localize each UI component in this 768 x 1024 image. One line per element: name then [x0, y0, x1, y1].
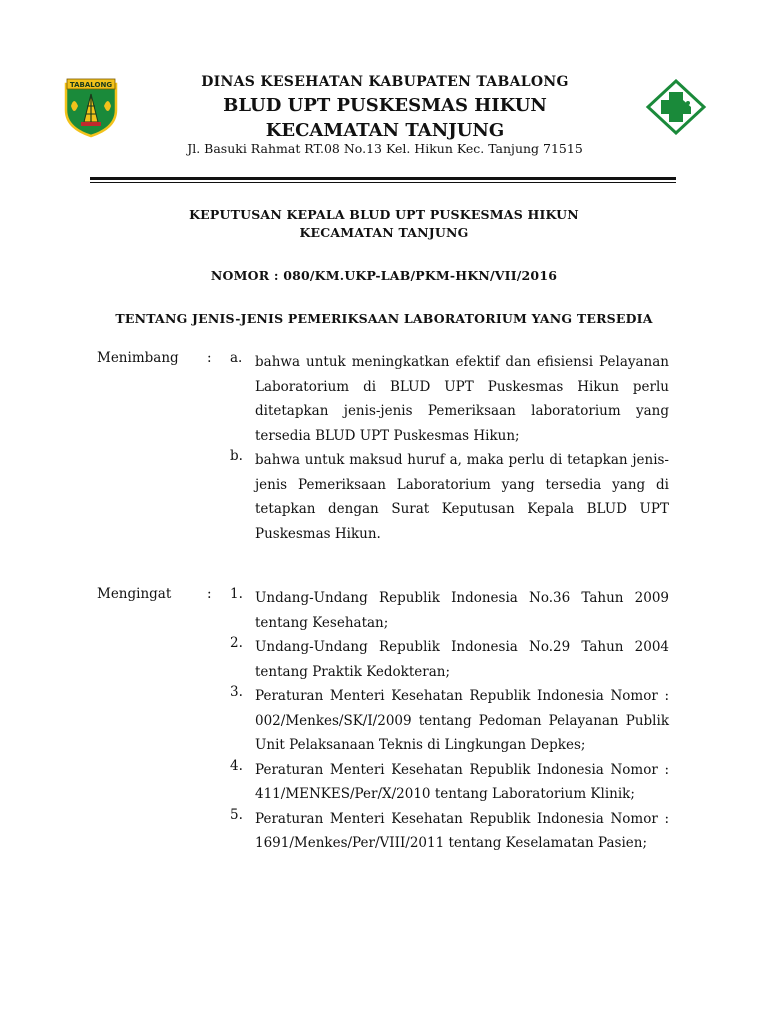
list-item	[97, 807, 669, 856]
item-text: bahwa untuk maksud huruf a, maka perlu di tetapkan jenis-jenis Pemeriksaan Laboratorium yang tersedia yang di tetapkan dengan Surat Keputusan Kepala BLUD UPT Puskesmas Hikun.	[255, 452, 669, 542]
menimbang-section	[97, 350, 669, 546]
decision-heading: KEPUTUSAN KEPALA BLUD UPT PUSKESMAS HIKUN	[189, 207, 579, 222]
item-marker: 5.	[230, 806, 243, 823]
decision-subject: TENTANG JENIS-JENIS PEMERIKSAAN LABORATORIUM YANG TERSEDIA	[115, 311, 653, 326]
item-text: Peraturan Menteri Kesehatan Republik Indonesia Nomor : 1691/Menkes/Per/VIII/2011 tentang Keselamatan Pasien;	[255, 810, 669, 851]
item-marker: 2.	[230, 635, 243, 651]
section-colon: :	[207, 586, 212, 602]
letterhead-address: Jl. Basuki Rahmat RT.08 No.13 Kel. Hikun Kec. Tanjung 71515	[187, 141, 583, 156]
letterhead-divider-thin	[90, 182, 676, 183]
section-label: Menimbang	[97, 350, 179, 366]
list-item	[97, 350, 669, 448]
letterhead-institution: BLUD UPT PUSKESMAS HIKUN	[223, 95, 547, 116]
letterhead-district: KECAMATAN TANJUNG	[265, 120, 505, 141]
decision-heading-line2: KECAMATAN TANJUNG	[299, 225, 469, 240]
item-marker: 1.	[230, 586, 243, 602]
item-text: Peraturan Menteri Kesehatan Republik Indonesia Nomor : 411/MENKES/Per/X/2010 tentang Laboratorium Klinik;	[255, 761, 669, 802]
list-item	[97, 586, 669, 635]
list-item	[97, 758, 669, 807]
tabalong-emblem-logo	[62, 76, 120, 138]
item-text: Undang-Undang Republik Indonesia No.36 Tahun 2009 tentang Kesehatan;	[255, 590, 669, 631]
item-marker: b.	[230, 448, 243, 464]
item-marker: 3.	[230, 684, 243, 700]
puskesmas-logo	[645, 79, 707, 135]
mengingat-section	[97, 586, 669, 856]
letterhead-agency: DINAS KESEHATAN KABUPATEN TABALONG	[201, 74, 569, 90]
decision-number: NOMOR : 080/KM.UKP-LAB/PKM-HKN/VII/2016	[210, 268, 558, 283]
list-item	[97, 684, 669, 758]
item-text: Peraturan Menteri Kesehatan Republik Indonesia Nomor : 002/Menkes/SK/I/2009 tentang Pedoman Pelayanan Publik Unit Pelaksanaan Teknis di Lingkungan Depkes;	[255, 688, 669, 753]
list-item	[97, 635, 669, 684]
section-colon: :	[207, 350, 212, 366]
item-text: Undang-Undang Republik Indonesia No.29 Tahun 2004 tentang Praktik Kedokteran;	[255, 639, 669, 680]
logo-text: TABALONG	[69, 81, 113, 89]
item-marker: 4.	[230, 757, 243, 774]
item-marker: a.	[230, 350, 243, 366]
section-label: Mengingat	[97, 586, 172, 602]
letterhead-divider-thick	[90, 177, 676, 180]
item-text: bahwa untuk meningkatkan efektif dan efisiensi Pelayanan Laboratorium di BLUD UPT Puskesmas Hikun perlu ditetapkan jenis-jenis Pemeriksaan laboratorium yang tersedia BLUD UPT Puskesmas Hikun;	[255, 354, 669, 444]
list-item	[97, 448, 669, 546]
